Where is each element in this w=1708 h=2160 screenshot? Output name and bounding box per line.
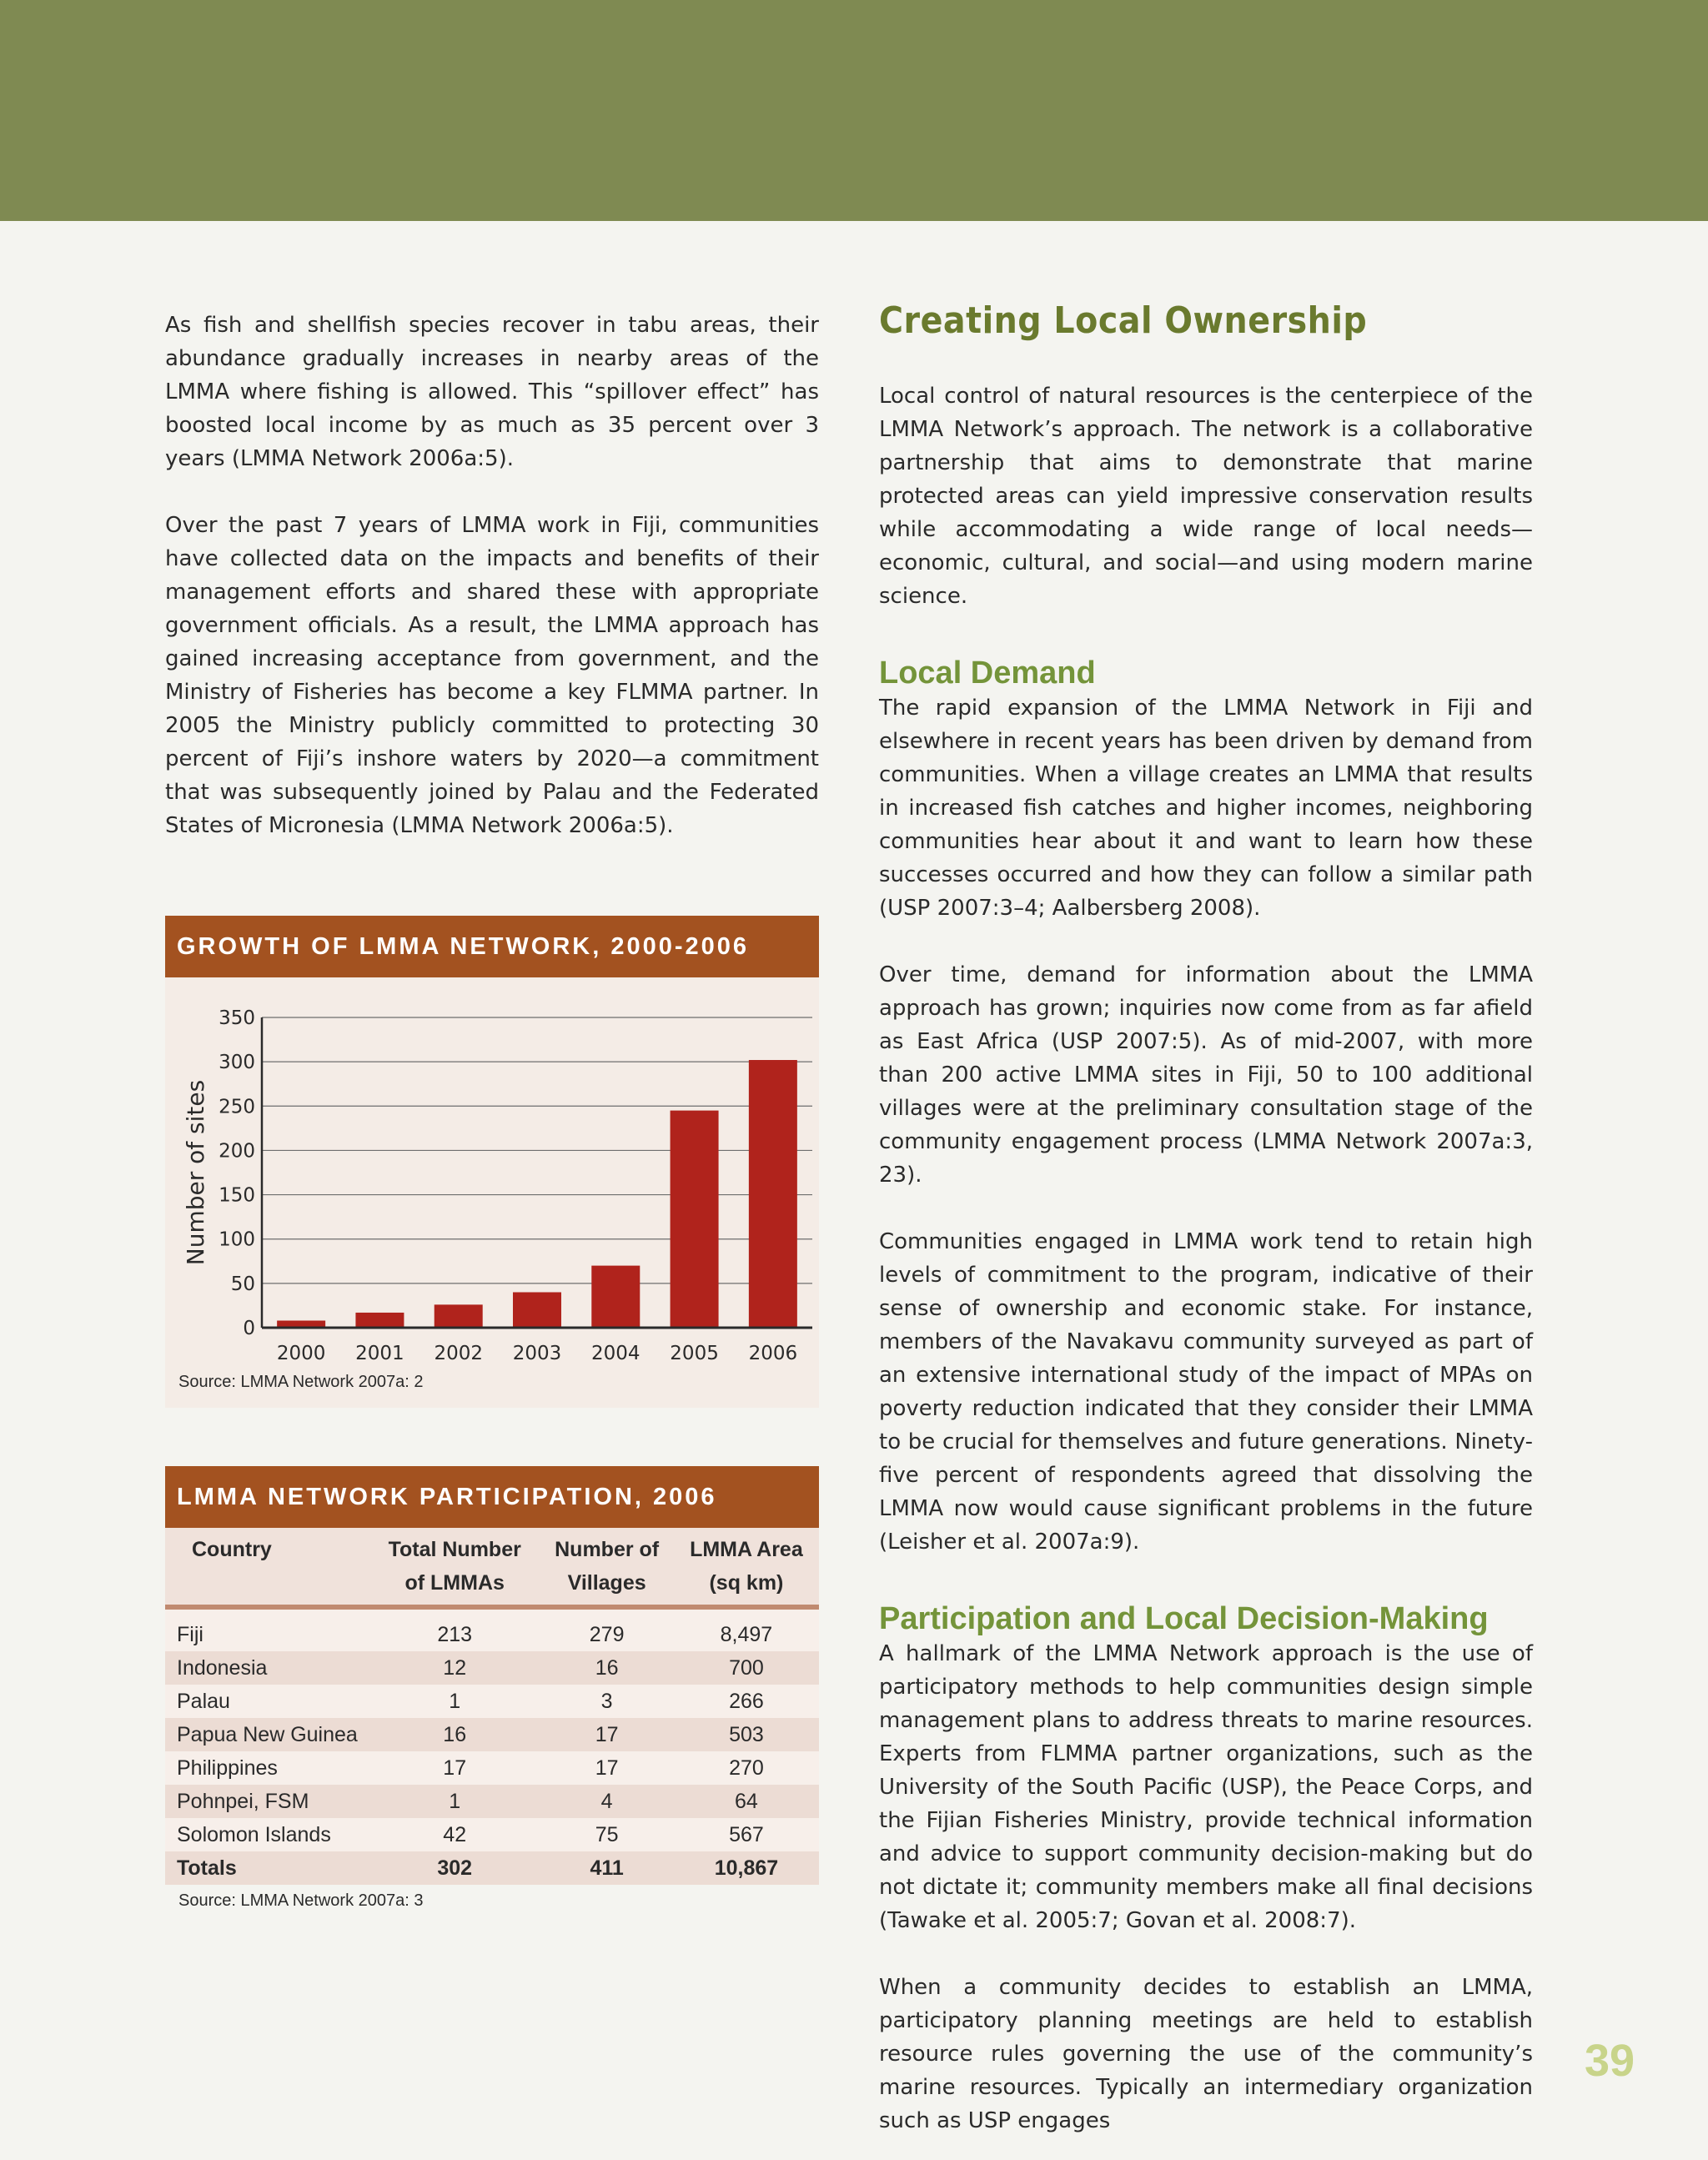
left-column bbox=[165, 309, 819, 876]
cell-area: 503 bbox=[729, 1723, 764, 1746]
table-row bbox=[165, 1718, 819, 1751]
cell-lmmas: 1 bbox=[449, 1690, 461, 1713]
cell-villages: 4 bbox=[600, 1790, 613, 1813]
cell-lmmas: 16 bbox=[443, 1723, 467, 1746]
cell-total-villages: 411 bbox=[590, 1856, 624, 1880]
chart-title: GROWTH OF LMMA NETWORK, 2000-2006 bbox=[165, 916, 819, 977]
cell-villages: 3 bbox=[600, 1690, 613, 1713]
subheading-local-demand: Local Demand bbox=[879, 656, 1096, 691]
cell-total-area: 10,867 bbox=[714, 1856, 779, 1880]
table-row bbox=[165, 1785, 819, 1818]
subheading-participation: Participation and Local Decision-Making bbox=[879, 1601, 1489, 1636]
header-total-lmmas: Total Number of LMMAs bbox=[369, 1528, 540, 1607]
cell-country: Philippines bbox=[177, 1756, 278, 1780]
table-row bbox=[165, 1818, 819, 1851]
paragraph-intro: Local control of natural resources is the centerpiece of the LMMA Network’s approach. The network is a collaborative partnership that aims to demonstrate that marine protected areas can yield impressive conservation results while accommodating a wide range of local needs—economic, cultural, and social—and using modern marine science. bbox=[879, 384, 1533, 609]
y-tick-label: 350 bbox=[219, 1007, 255, 1029]
bar-2002 bbox=[435, 1304, 483, 1328]
x-tick-label: 2004 bbox=[591, 1343, 640, 1364]
bar-2006 bbox=[749, 1060, 797, 1328]
cell-country: Indonesia bbox=[177, 1656, 268, 1680]
cell-area: 8,497 bbox=[720, 1623, 773, 1646]
table-row bbox=[165, 1651, 819, 1685]
table-row bbox=[165, 1607, 819, 1651]
header-country: Country bbox=[165, 1528, 369, 1607]
table-header-row bbox=[165, 1528, 819, 1607]
section-heading: Creating Local Ownership bbox=[879, 299, 1368, 342]
y-tick-label: 50 bbox=[230, 1273, 255, 1295]
x-tick-label: 2000 bbox=[276, 1343, 326, 1364]
cell-lmmas: 1 bbox=[449, 1790, 461, 1813]
chart-source: Source: LMMA Network 2007a: 2 bbox=[178, 1373, 424, 1391]
header-area: LMMA Area (sq km) bbox=[674, 1528, 819, 1607]
cell-villages: 16 bbox=[595, 1656, 619, 1680]
cell-country: Fiji bbox=[177, 1623, 203, 1646]
cell-country: Solomon Islands bbox=[177, 1823, 331, 1846]
x-tick-label: 2002 bbox=[434, 1343, 483, 1364]
cell-villages: 279 bbox=[589, 1623, 625, 1646]
x-tick-label: 2005 bbox=[670, 1343, 719, 1364]
y-tick-label: 250 bbox=[219, 1096, 255, 1118]
paragraph-demand-2: Over time, demand for information about the LMMA approach has grown; inquiries now come from as far afield as East Africa (USP 2007:5). As of mid-2007, with more than 200 active LMMA sites in Fiji, 50 to 100 additional villages were at the preliminary consultation stage of the community engagement process (LMMA Network 2007a:3, 23). bbox=[879, 962, 1533, 1188]
cell-villages: 75 bbox=[595, 1823, 619, 1846]
cell-area: 64 bbox=[735, 1790, 758, 1813]
cell-area: 567 bbox=[729, 1823, 764, 1846]
paragraph-demand-1: The rapid expansion of the LMMA Network in Fiji and elsewhere in recent years has been driven by demand from communities. When a village creates an LMMA that results in increased fish catches and higher incomes, neighboring communities hear about it and want to learn how these successes occurred and how they can follow a similar path (USP 2007:3–4; Aalbersberg 2008). bbox=[879, 696, 1533, 921]
y-tick-label: 100 bbox=[219, 1228, 255, 1251]
table-row bbox=[165, 1685, 819, 1718]
cell-country: Palau bbox=[177, 1690, 230, 1713]
table-source: Source: LMMA Network 2007a: 3 bbox=[178, 1891, 424, 1910]
paragraph-participation-2: When a community decides to establish an LMMA, participatory planning meetings are held to establish resource rules governing the use of the community’s marine resources. Typically an intermediary organization such as USP engages bbox=[879, 1975, 1533, 2133]
right-column bbox=[879, 296, 1533, 2160]
paragraph-demand-3: Communities engaged in LMMA work tend to retain high levels of commitment to the program, indicative of their sense of ownership and economic stake. For instance, members of the Navakavu community surveyed as part of an extensive international study of the impact of MPAs on poverty reduction indicated that they consider their LMMA to be crucial for themselves and future generations. Ninety-five percent of respondents agreed that dissolving the LMMA now would cause significant problems in the future (Leisher et al. 2007a:9). bbox=[879, 1229, 1533, 1555]
y-tick-label: 200 bbox=[219, 1140, 255, 1163]
growth-chart-box bbox=[165, 916, 819, 1408]
page-number: 39 bbox=[1585, 2036, 1635, 2086]
cell-country: Pohnpei, FSM bbox=[177, 1790, 309, 1813]
cell-lmmas: 42 bbox=[443, 1823, 467, 1846]
x-tick-label: 2006 bbox=[748, 1343, 798, 1364]
table-title: LMMA NETWORK PARTICIPATION, 2006 bbox=[165, 1466, 819, 1528]
y-axis-label: Number of sites bbox=[182, 1079, 209, 1266]
cell-lmmas: 213 bbox=[437, 1623, 473, 1646]
growth-bar-chart bbox=[165, 977, 819, 1386]
totals-row bbox=[165, 1851, 819, 1885]
bar-2001 bbox=[355, 1313, 404, 1328]
cell-country: Papua New Guinea bbox=[177, 1723, 358, 1746]
paragraph-fiji-work: Over the past 7 years of LMMA work in Fiji, communities have collected data on the impacts and benefits of their management efforts and shared these with appropriate government officials. As a result, the LMMA approach has gained increasing acceptance from government, and the Ministry of Fisheries has become a key FLMMA partner. In 2005 the Ministry publicly committed to protecting 30 percent of Fiji’s inshore waters by 2020—a commitment that was subsequently joined by Palau and the Federated States of Micronesia (LMMA Network 2006a:5). bbox=[165, 513, 819, 838]
cell-lmmas: 12 bbox=[443, 1656, 467, 1680]
cell-area: 266 bbox=[729, 1690, 764, 1713]
cell-lmmas: 17 bbox=[443, 1756, 467, 1780]
participation-table-box bbox=[165, 1466, 819, 1911]
bar-2005 bbox=[671, 1111, 719, 1328]
cell-total-lmmas: 302 bbox=[437, 1856, 473, 1880]
cell-area: 270 bbox=[729, 1756, 764, 1780]
paragraph-spillover: As fish and shellfish species recover in tabu areas, their abundance gradually increases in nearby areas of the LMMA where fishing is allowed. This “spillover effect” has boosted local income by as much as 35 percent over 3 years (LMMA Network 2006a:5). bbox=[165, 313, 819, 471]
participation-table bbox=[165, 1528, 819, 1885]
bar-2003 bbox=[513, 1292, 561, 1328]
cell-villages: 17 bbox=[595, 1723, 619, 1746]
y-tick-label: 0 bbox=[243, 1318, 255, 1339]
x-tick-label: 2001 bbox=[355, 1343, 404, 1364]
cell-villages: 17 bbox=[595, 1756, 619, 1780]
y-tick-label: 300 bbox=[219, 1052, 255, 1074]
x-tick-label: 2003 bbox=[512, 1343, 562, 1364]
cell-area: 700 bbox=[729, 1656, 764, 1680]
y-tick-label: 150 bbox=[219, 1184, 255, 1207]
table-row bbox=[165, 1751, 819, 1785]
header-villages: Number of Villages bbox=[540, 1528, 673, 1607]
paragraph-participation-1: A hallmark of the LMMA Network approach is the use of participatory methods to help communities design simple management plans to address threats to marine resources. Experts from FLMMA partner organizations, such as the University of the South Pacific (USP), the Peace Corps, and the Fijian Fisheries Ministry, provide technical information and advice to support community decision-making but do not dictate it; community members make all final decisions (Tawake et al. 2005:7; Govan et al. 2008:7). bbox=[879, 1641, 1533, 1933]
header-band bbox=[0, 0, 1708, 221]
bar-2004 bbox=[591, 1266, 640, 1328]
cell-totals-label: Totals bbox=[177, 1856, 237, 1880]
